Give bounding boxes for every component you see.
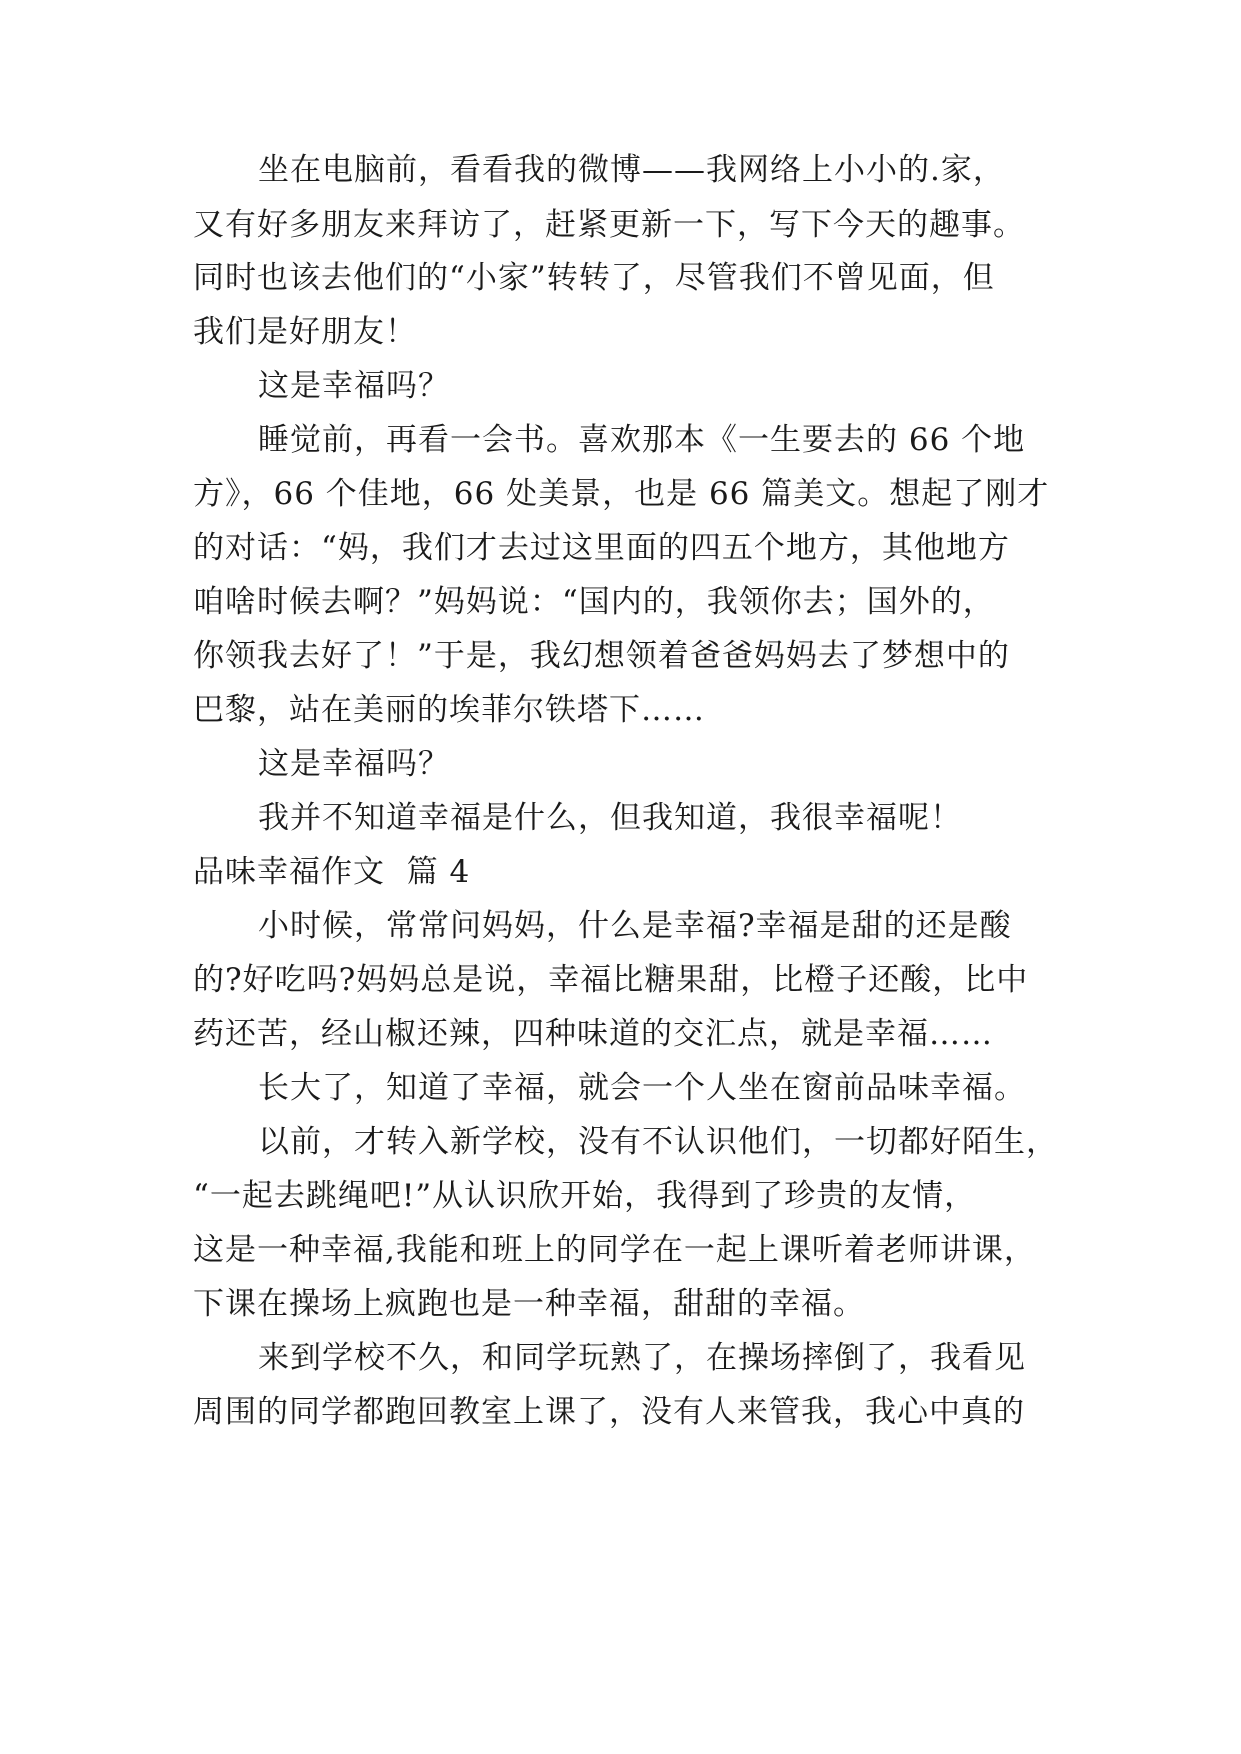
text-line: 我并不知道幸福是什么，但我知道，我很幸福呢！ xyxy=(258,800,962,836)
text-line: 你领我去好了！”于是，我幻想领着爸爸妈妈去了梦想中的 xyxy=(193,638,1010,674)
text-line: 长大了，知道了幸福，就会一个人坐在窗前品味幸福。 xyxy=(258,1070,1026,1106)
text-line: 我们是好朋友！ xyxy=(193,314,417,350)
text-line: 药还苦，经山椒还辣，四种味道的交汇点，就是幸福…… xyxy=(193,1016,993,1052)
text-line: 又有好多朋友来拜访了，赶紧更新一下，写下今天的趣事。 xyxy=(193,207,1025,243)
text-line: 这是幸福吗？ xyxy=(258,368,450,404)
text-line: 坐在电脑前，看看我的微博——我网络上小小的.家， xyxy=(258,152,1005,188)
text-line: 咱啥时候去啊？”妈妈说：“国内的，我领你去；国外的， xyxy=(193,584,995,620)
text-line: 这是幸福吗？ xyxy=(258,746,450,782)
text-line: 巴黎，站在美丽的埃菲尔铁塔下…… xyxy=(193,692,705,728)
text-line: 周围的同学都跑回教室上课了，没有人来管我，我心中真的 xyxy=(193,1394,1025,1430)
text-line: 以前，才转入新学校，没有不认识他们，一切都好陌生， xyxy=(258,1124,1058,1160)
text-line: 下课在操场上疯跑也是一种幸福，甜甜的幸福。 xyxy=(193,1286,865,1322)
text-line: 的对话：“妈，我们才去过这里面的四五个地方，其他地方 xyxy=(193,530,1010,566)
text-line: 的?好吃吗?妈妈总是说，幸福比糖果甜，比橙子还酸，比中 xyxy=(193,962,1029,998)
text-line: 这是一种幸福,我能和班上的同学在一起上课听着老师讲课， xyxy=(193,1232,1036,1268)
text-line: 方》，66 个佳地，66 处美景，也是 66 篇美文。想起了刚才 xyxy=(193,476,1050,512)
text-line: 同时也该去他们的“小家”转转了，尽管我们不曾见面，但 xyxy=(193,260,995,296)
text-line: 睡觉前，再看一会书。喜欢那本《一生要去的 66 个地 xyxy=(258,422,1026,458)
text-line: “一起去跳绳吧!”从认识欣开始，我得到了珍贵的友情， xyxy=(193,1178,977,1214)
section-heading: 品味幸福作文 篇 4 xyxy=(193,854,471,890)
text-line: 小时候，常常问妈妈，什么是幸福?幸福是甜的还是酸 xyxy=(258,908,1012,944)
text-line: 来到学校不久，和同学玩熟了，在操场摔倒了，我看见 xyxy=(258,1340,1026,1376)
